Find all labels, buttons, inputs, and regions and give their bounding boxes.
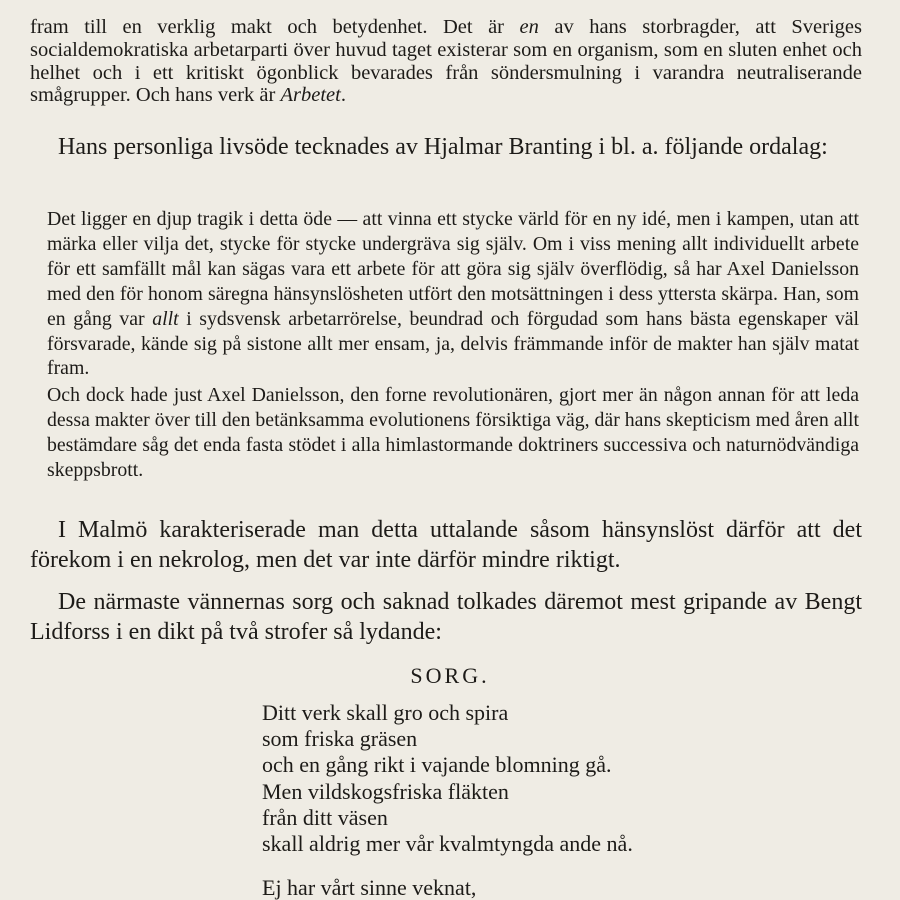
paragraph-text: av hans storbragder, att Sveriges socialdemokratiska arbetarparti över huvud taget existerar som en organism, som en sluten enhet och helhet och i ett kritiskt ögonblick bevarades från söndersmulning i varandra neutraliserande smågrupper. Och hans verk är — [30, 16, 863, 107]
paragraph-branting-intro: Hans personliga livsöde tecknades av Hjalmar Branting i bl. a. följande ordalag: — [58, 134, 828, 160]
poem-line: Men vildskogsfriska fläkten — [262, 778, 509, 804]
paragraph-text: . — [340, 84, 346, 107]
poem-line: från ditt väsen — [262, 804, 388, 830]
paragraph-text: fram till en verklig makt och betydenhet. Det är — [30, 16, 520, 38]
emphasis-text: allt — [152, 307, 179, 330]
paragraph-continuation — [30, 16, 862, 107]
poem-line: Ditt verk skall gro och spira — [262, 700, 509, 725]
poem-line: skall aldrig mer vår kvalmtyngda ande nå. — [262, 831, 633, 857]
paragraph-malmo: I Malmö karakteriserade man detta uttalande såsom hänsynslöst därför att det förekom i en nekrolog, men det var inte därför mindre riktigt. — [30, 517, 862, 573]
emphasis-text: en — [519, 16, 539, 38]
quote-text: Det ligger en djup tragik i detta öde — att vinna ett stycke värld för en ny idé, men i kampen, utan att märka eller vilja det, stycke för stycke undergräva sig själv. Om i viss mening allt individuellt arbete för ett samfällt mål kan sägas vara ett arbete för att göra sig själv överflödig, så har Axel Danielsson med den för honom säregna hänsynslösheten utfört den motsättningen i dess yttersta skärpa. Han, som en gång var — [47, 208, 859, 330]
emphasis-text: Arbetet — [280, 84, 341, 107]
stanza-gap — [262, 857, 822, 875]
paragraph-lidforss: De närmaste vännernas sorg och saknad tolkades däremot mest gripande av Bengt Lidforss i en dikt på två strofer så lydande: — [30, 589, 862, 645]
poem-line: Ej har vårt sinne veknat, — [262, 875, 477, 900]
poem — [262, 700, 822, 900]
quote-paragraph-2: Och dock hade just Axel Danielsson, den forne revolutionären, gjort mer än någon annan för att leda dessa makter över till den betänksamma evolutionens försiktiga väg, där hans skepticism med åren allt bestämdare såg det enda fasta stödet i alla himlastormande doktriners successiva och naturnödvändiga skeppsbrott. — [47, 384, 859, 482]
quote-text: i sydsvensk arbetarrörelse, beundrad och förgudad som hans bästa egenskaper väl försvarade, kände sig på sistone allt mer ensam, ja, delvis främmande inför de makter han själv matat fram. — [47, 307, 859, 380]
block-quote — [47, 207, 859, 483]
poem-line: som friska gräsen — [262, 726, 418, 752]
quote-paragraph-1 — [47, 207, 859, 381]
poem-title: SORG. — [410, 663, 490, 688]
poem-line: och en gång rikt i vajande blomning gå. — [262, 752, 612, 778]
